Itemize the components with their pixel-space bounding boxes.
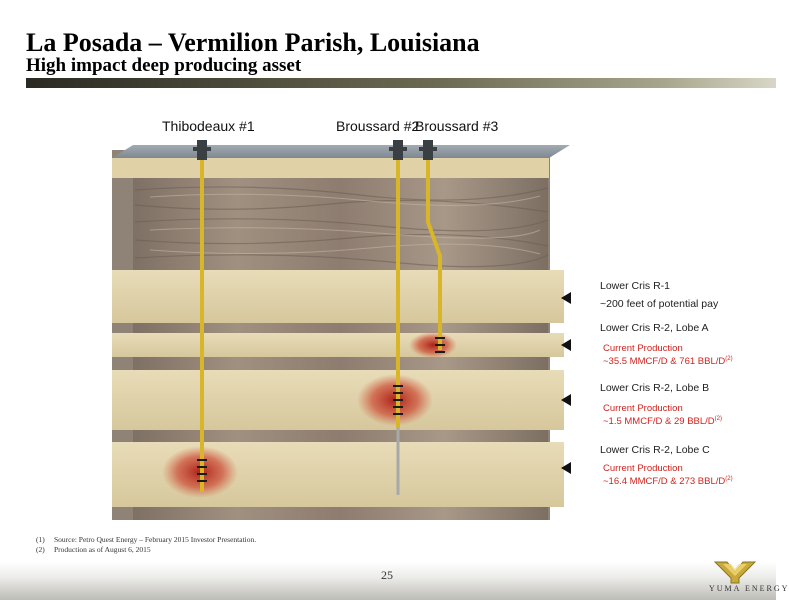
production-label-lobe-b: Current Production [603,403,683,414]
sand-layer-lobe-a [112,333,564,357]
production-value-lobe-b: ~1.5 MMCF/D & 29 BBL/$D^{(2)}$ [603,416,723,428]
logo-wordmark: YUMA ENERGY [709,584,789,593]
zone-marker-r1 [561,292,571,304]
zone-title-r1: Lower Cris R-1 [600,280,671,292]
surface-front [112,158,549,178]
sand-layer-r1 [112,270,564,323]
production-label-lobe-a: Current Production [603,343,683,354]
well-label-broussard-3: Broussard #3 [415,118,499,134]
zone-marker-lobe-c [561,462,571,474]
footnotes [36,535,256,555]
page-subtitle: High impact deep producing asset [26,55,302,76]
production-burst-lobe-a [409,332,457,358]
zone-title-lobe-c: Lower Cris R-2, Lobe C [600,444,710,456]
yuma-logo-icon [713,560,757,584]
production-label-lobe-c: Current Production [603,463,683,474]
production-value-lobe-c: ~16.4 MMCF/D & 273 BBL/$D^{(2)}$ [603,476,733,488]
zone-marker-lobe-a [561,339,571,351]
production-value-lobe-a: ~35.5 MMCF/D & 761 BBL/$D^{(2)}$ [603,356,733,368]
sand-layer-lobe-b [112,370,564,430]
footnote-1: (1) Source: Petro Quest Energy – February 2015 Investor Presentation. [36,535,257,544]
zone-marker-lobe-b [561,394,571,406]
footnote-2: (2) Production as of August 6, 2015 [36,545,151,554]
well-label-broussard-2: Broussard #2 [336,118,420,134]
surface-top [112,145,570,158]
page-title: La Posada – Vermilion Parish, Louisiana [26,28,480,57]
zone-title-lobe-a: Lower Cris R-2, Lobe A [600,322,709,334]
page-number: 25 [381,568,393,582]
zone-subtitle-r1: ~200 feet of potential pay [600,298,719,310]
well-label-thibodeaux-1: Thibodeaux #1 [162,118,255,134]
zone-title-lobe-b: Lower Cris R-2, Lobe B [600,382,710,394]
